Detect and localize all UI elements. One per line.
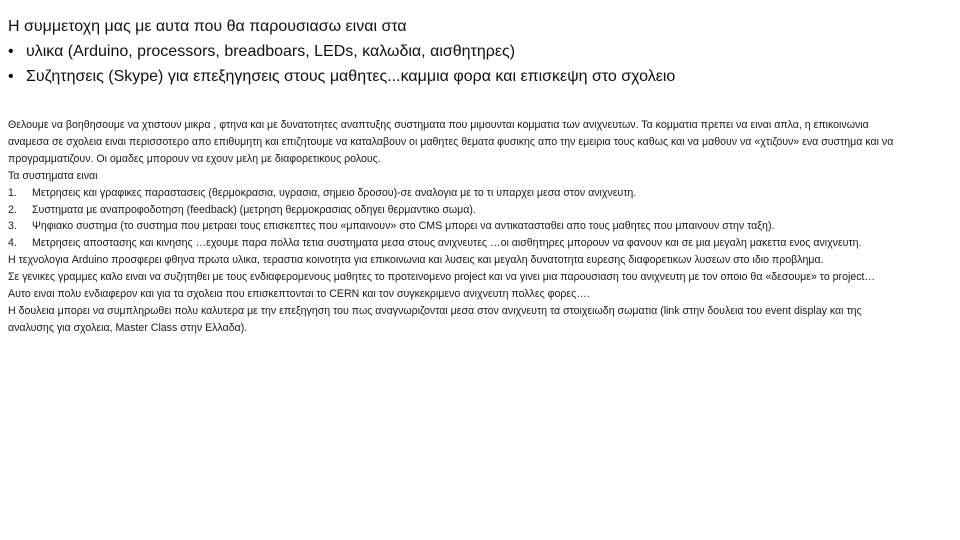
list-item xyxy=(8,218,903,235)
list-item-text: Μετρησεις και γραφικες παραστασεις (θερμοκρασια, υγρασια, σημειο δροσου)-σε αναλογια με το τι υπαρχει μεσα στον ανιχνευτη. xyxy=(32,186,637,199)
list-item-number: 4. xyxy=(8,237,17,250)
body-paragraph-cern: Αυτο ειναι πολυ ενδιαφερον και για τα σχολεια που επισκεπτονται το CERN και τον συγκεκριμενο ανιχνευτη πολλες φορες…. xyxy=(8,288,590,301)
list-item xyxy=(8,202,903,219)
body-paragraph-arduino: Η τεχνολογια Arduino προσφερει φθηνα πρωτα υλικα, τεραστια κοινοτητα για επικοινωνια και λυσεις και μεγαλη δυνατοτητα ευρεσης διαφορετικων λυσεων στο ιδιο προβλημα. xyxy=(8,254,824,267)
systems-list xyxy=(8,185,903,253)
intro-line: Η συμμετοχη μας με αυτα που θα παρουσιασω ειναι στα xyxy=(8,18,407,35)
list-item-text: Συστηματα με αναπροφοδοτηση (feedback) (μετρηση θερμοκρασιας οδηγει θερμαντικο σωμα). xyxy=(32,203,476,216)
body-text-block xyxy=(8,117,903,337)
body-paragraph-discussion: Σε γενικες γραμμες καλο ειναι να συζητηθει με τους ενδιαφερομενους μαθητες το προτεινομενο project και να γινει μια παρουσιαση του ανιχνευτη με τον οποιο θα «δεσουμε» το project… xyxy=(8,271,876,284)
list-item-number: 2. xyxy=(8,203,17,216)
systems-list-heading: Τα συστηματα ειναι xyxy=(8,169,98,182)
list-item-number: 1. xyxy=(8,186,17,199)
list-item-text: Μετρησεις αποστασης και κινησης …εχουμε παρα πολλα τετια συστηματα μεσα στους ανιχνευτες …οι αισθητηρες μπορουν να φανουν και σε μια μεγαλη μακεττα ενος ανιχνευτη. xyxy=(32,237,862,250)
body-paragraph-event-display: Η δουλεια μπορει να συμπληρωθει πολυ καλυτερα με την επεξηγηση του πως αναγνωριζονται μεσα στον ανιχνευτη τα στοιχειωδη σωματια (link στην δουλεια του event display και της αναλυσης για σχολεια, Master Class στην Ελλαδα). xyxy=(8,304,862,334)
bullet-item-materials: • υλικα (Arduino, processors, breadboars, LEDs, καλωδια, αισθητηρες) xyxy=(8,39,948,64)
intro-text-block xyxy=(8,14,948,89)
bullet-item-discussions: • Συζητησεις (Skype) για επεξηγησεις στους μαθητες...καμμια φορα και επισκεψη στο σχολειο xyxy=(8,64,948,89)
body-paragraph-goals: Θελουμε να βοηθησουμε να χτιστουν μικρα , φτηνα και με δυνατοτητες αναπτυξης συστηματα που μιμουνται κομματια των ανιχνευτων. Τα κομματια πρεπει να ειναι απλα, η επικοινωνια αναμεσα σε σχολεια ειναι περισσοτερο απο επιθυμητη και επιζητουμε να καταλαβουν οι μαθητες θεματα φυσικης απο την εμειρια τους καθως και να μαθουν να «χτιζουν» ενα συστημα και να προγραμματιζουν. Οι ομαδες μπορουν να εχουν μελη με διαφορετικους ρολους. xyxy=(8,119,894,165)
list-item-number: 3. xyxy=(8,220,17,233)
list-item-text: Ψηφιακο συστημα (το συστημα που μετραει τους επισκεπτες που «μπαινουν» στο CMS μπορει να αντικατασταθει απο τους μαθητες που μπαινουν στην ταξη). xyxy=(32,220,775,233)
intro-bullet-list xyxy=(8,39,948,89)
list-item xyxy=(8,235,903,252)
list-item xyxy=(8,185,903,202)
